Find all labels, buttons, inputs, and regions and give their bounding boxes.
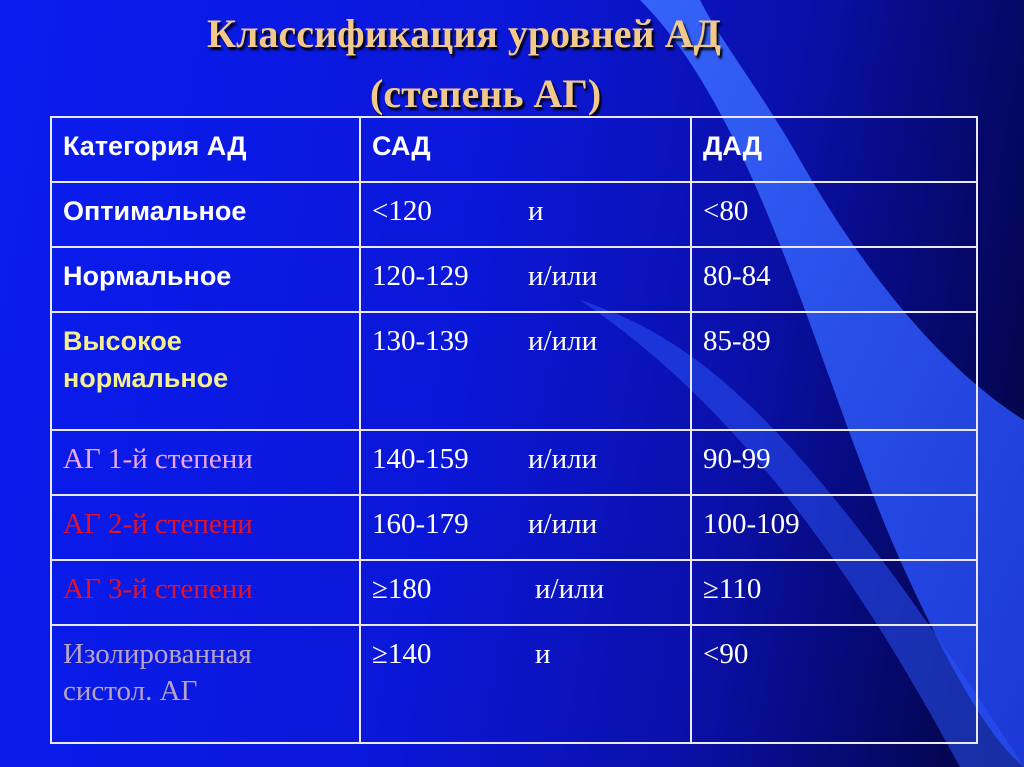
category-cell: Высокое нормальное — [51, 312, 360, 430]
conjunction: и/или — [528, 325, 598, 357]
dad-cell: 85-89 — [691, 312, 977, 430]
sad-cell — [360, 312, 691, 430]
conjunction: и — [528, 195, 544, 227]
dad-cell: <90 — [691, 625, 977, 743]
conjunction: и/или — [535, 573, 605, 605]
sad-cell — [360, 247, 691, 312]
sad-cell — [360, 625, 691, 743]
table-row — [51, 495, 977, 560]
table-row — [51, 312, 977, 430]
header-sad: САД — [360, 117, 691, 182]
sad-value: 130-139 — [372, 325, 469, 357]
dad-cell: <80 — [691, 182, 977, 247]
category-cell: Нормальное — [51, 247, 360, 312]
dad-cell: 80-84 — [691, 247, 977, 312]
sad-value: 140-159 — [372, 443, 469, 475]
slide-title-line1: Классификация уровней АД — [207, 11, 722, 56]
slide-title-line2: (степень АГ) — [370, 71, 602, 116]
category-cell: АГ 3-й степени — [51, 560, 360, 625]
category-cell: Изолированная систол. АГ — [51, 625, 360, 743]
sad-cell — [360, 430, 691, 495]
table-row — [51, 247, 977, 312]
conjunction: и — [535, 638, 551, 670]
sad-cell — [360, 182, 691, 247]
sad-value: 120-129 — [372, 260, 469, 292]
sad-value: ≥180 — [372, 573, 432, 605]
sad-cell — [360, 495, 691, 560]
conjunction: и/или — [528, 508, 598, 540]
conjunction: и/или — [528, 260, 598, 292]
conjunction: и/или — [528, 443, 598, 475]
header-dad: ДАД — [691, 117, 977, 182]
sad-value: <120 — [372, 195, 432, 227]
table-header-row — [51, 117, 977, 182]
dad-cell: 90-99 — [691, 430, 977, 495]
category-cell: АГ 1-й степени — [51, 430, 360, 495]
category-cell: Оптимальное — [51, 182, 360, 247]
bp-classification-table — [50, 116, 978, 744]
sad-value: ≥140 — [372, 638, 432, 670]
table-row — [51, 560, 977, 625]
dad-cell: 100-109 — [691, 495, 977, 560]
header-category: Категория АД — [51, 117, 360, 182]
sad-cell — [360, 560, 691, 625]
category-cell: АГ 2-й степени — [51, 495, 360, 560]
table-row — [51, 182, 977, 247]
sad-value: 160-179 — [372, 508, 469, 540]
dad-cell: ≥110 — [691, 560, 977, 625]
table-row — [51, 625, 977, 743]
table-row — [51, 430, 977, 495]
